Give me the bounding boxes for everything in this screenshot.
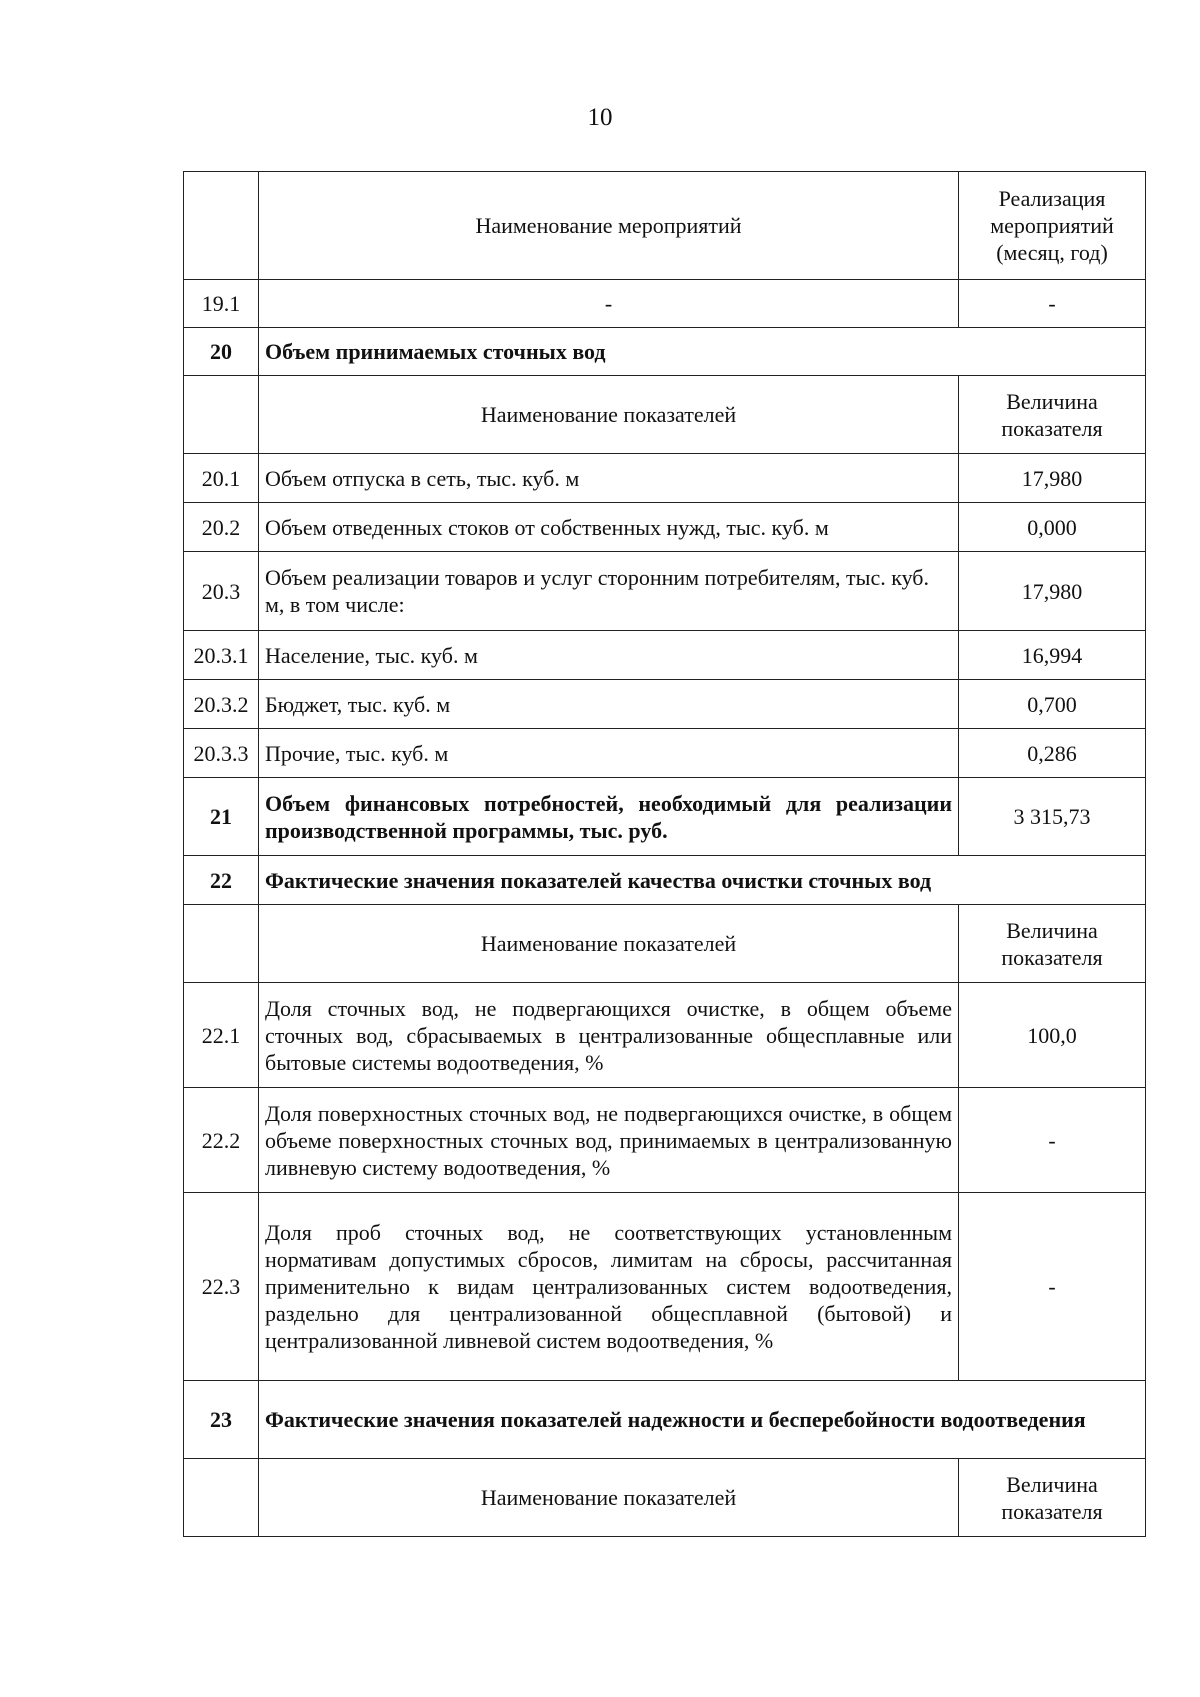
row-value: 0,000 xyxy=(959,503,1146,552)
row-value: - xyxy=(959,1193,1146,1381)
section-number: 23 xyxy=(184,1381,259,1459)
row-value: 0,286 xyxy=(959,729,1146,778)
row-name: Доля поверхностных сточных вод, не подвергающихся очистке, в общем объеме поверхностных сточных вод, принимаемых в централизованную ливневую систему водоотведения, % xyxy=(259,1088,959,1193)
number-cell xyxy=(184,905,259,983)
row-value: 17,980 xyxy=(959,454,1146,503)
table-row xyxy=(184,778,1146,856)
header-value-cell: Величина показателя xyxy=(959,905,1146,983)
row-name: Объем реализации товаров и услуг сторонним потребителям, тыс. куб. м, в том числе: xyxy=(259,552,959,631)
table-row xyxy=(184,1088,1146,1193)
table-row xyxy=(184,1193,1146,1381)
row-number: 20.3.1 xyxy=(184,631,259,680)
number-cell xyxy=(184,1459,259,1537)
header-name-cell: Наименование показателей xyxy=(259,376,959,454)
header-name-cell: Наименование показателей xyxy=(259,905,959,983)
section-title: Объем принимаемых сточных вод xyxy=(259,328,1146,376)
header-value-cell: Величина показателя xyxy=(959,1459,1146,1537)
row-number: 22.1 xyxy=(184,983,259,1088)
row-value: 0,700 xyxy=(959,680,1146,729)
table-header-row xyxy=(184,905,1146,983)
row-number: 19.1 xyxy=(184,280,259,328)
table-row xyxy=(184,454,1146,503)
row-name: Доля сточных вод, не подвергающихся очистке, в общем объеме сточных вод, сбрасываемых в централизованные общесплавные или бытовые системы водоотведения, % xyxy=(259,983,959,1088)
section-number: 22 xyxy=(184,856,259,905)
table-header-row xyxy=(184,1459,1146,1537)
header-value-cell: Величина показателя xyxy=(959,376,1146,454)
row-name: Объем отпуска в сеть, тыс. куб. м xyxy=(259,454,959,503)
table-row xyxy=(184,280,1146,328)
row-number: 20.3.3 xyxy=(184,729,259,778)
number-cell xyxy=(184,172,259,280)
header-value-cell: Реализация мероприятий (месяц, год) xyxy=(959,172,1146,280)
section-number: 20 xyxy=(184,328,259,376)
row-number: 22.2 xyxy=(184,1088,259,1193)
row-name: Прочие, тыс. куб. м xyxy=(259,729,959,778)
section-row xyxy=(184,856,1146,905)
row-value: 17,980 xyxy=(959,552,1146,631)
row-name: Доля проб сточных вод, не соответствующих установленным нормативам допустимых сбросов, лимитам на сбросы, рассчитанная применительно к видам централизованных систем водоотведения, раздельно для централизованной общесплавной (бытовой) и централизованной ливневой систем водоотведения, % xyxy=(259,1193,959,1381)
header-name-cell: Наименование показателей xyxy=(259,1459,959,1537)
table-header-row xyxy=(184,376,1146,454)
row-name: - xyxy=(259,280,959,328)
header-name-cell: Наименование мероприятий xyxy=(259,172,959,280)
table-row xyxy=(184,680,1146,729)
row-name: Бюджет, тыс. куб. м xyxy=(259,680,959,729)
row-value: - xyxy=(959,1088,1146,1193)
section-title: Фактические значения показателей надежности и бесперебойности водоотведения xyxy=(259,1381,1146,1459)
row-number: 21 xyxy=(184,778,259,856)
page-number: 10 xyxy=(587,104,613,131)
section-title: Фактические значения показателей качества очистки сточных вод xyxy=(259,856,1146,905)
row-number: 20.3.2 xyxy=(184,680,259,729)
row-value: 3 315,73 xyxy=(959,778,1146,856)
row-value: 100,0 xyxy=(959,983,1146,1088)
row-number: 20.2 xyxy=(184,503,259,552)
row-value: 16,994 xyxy=(959,631,1146,680)
table-row xyxy=(184,552,1146,631)
table-row xyxy=(184,983,1146,1088)
table-row xyxy=(184,631,1146,680)
section-row xyxy=(184,1381,1146,1459)
table-row xyxy=(184,503,1146,552)
row-name: Объем отведенных стоков от собственных нужд, тыс. куб. м xyxy=(259,503,959,552)
indicators-table xyxy=(183,171,1146,1537)
section-row xyxy=(184,328,1146,376)
row-number: 20.3 xyxy=(184,552,259,631)
table-header-row xyxy=(184,172,1146,280)
row-number: 20.1 xyxy=(184,454,259,503)
row-name: Объем финансовых потребностей, необходимый для реализации производственной программы, тыс. руб. xyxy=(259,778,959,856)
row-name: Население, тыс. куб. м xyxy=(259,631,959,680)
number-cell xyxy=(184,376,259,454)
row-number: 22.3 xyxy=(184,1193,259,1381)
row-value: - xyxy=(959,280,1146,328)
table-row xyxy=(184,729,1146,778)
